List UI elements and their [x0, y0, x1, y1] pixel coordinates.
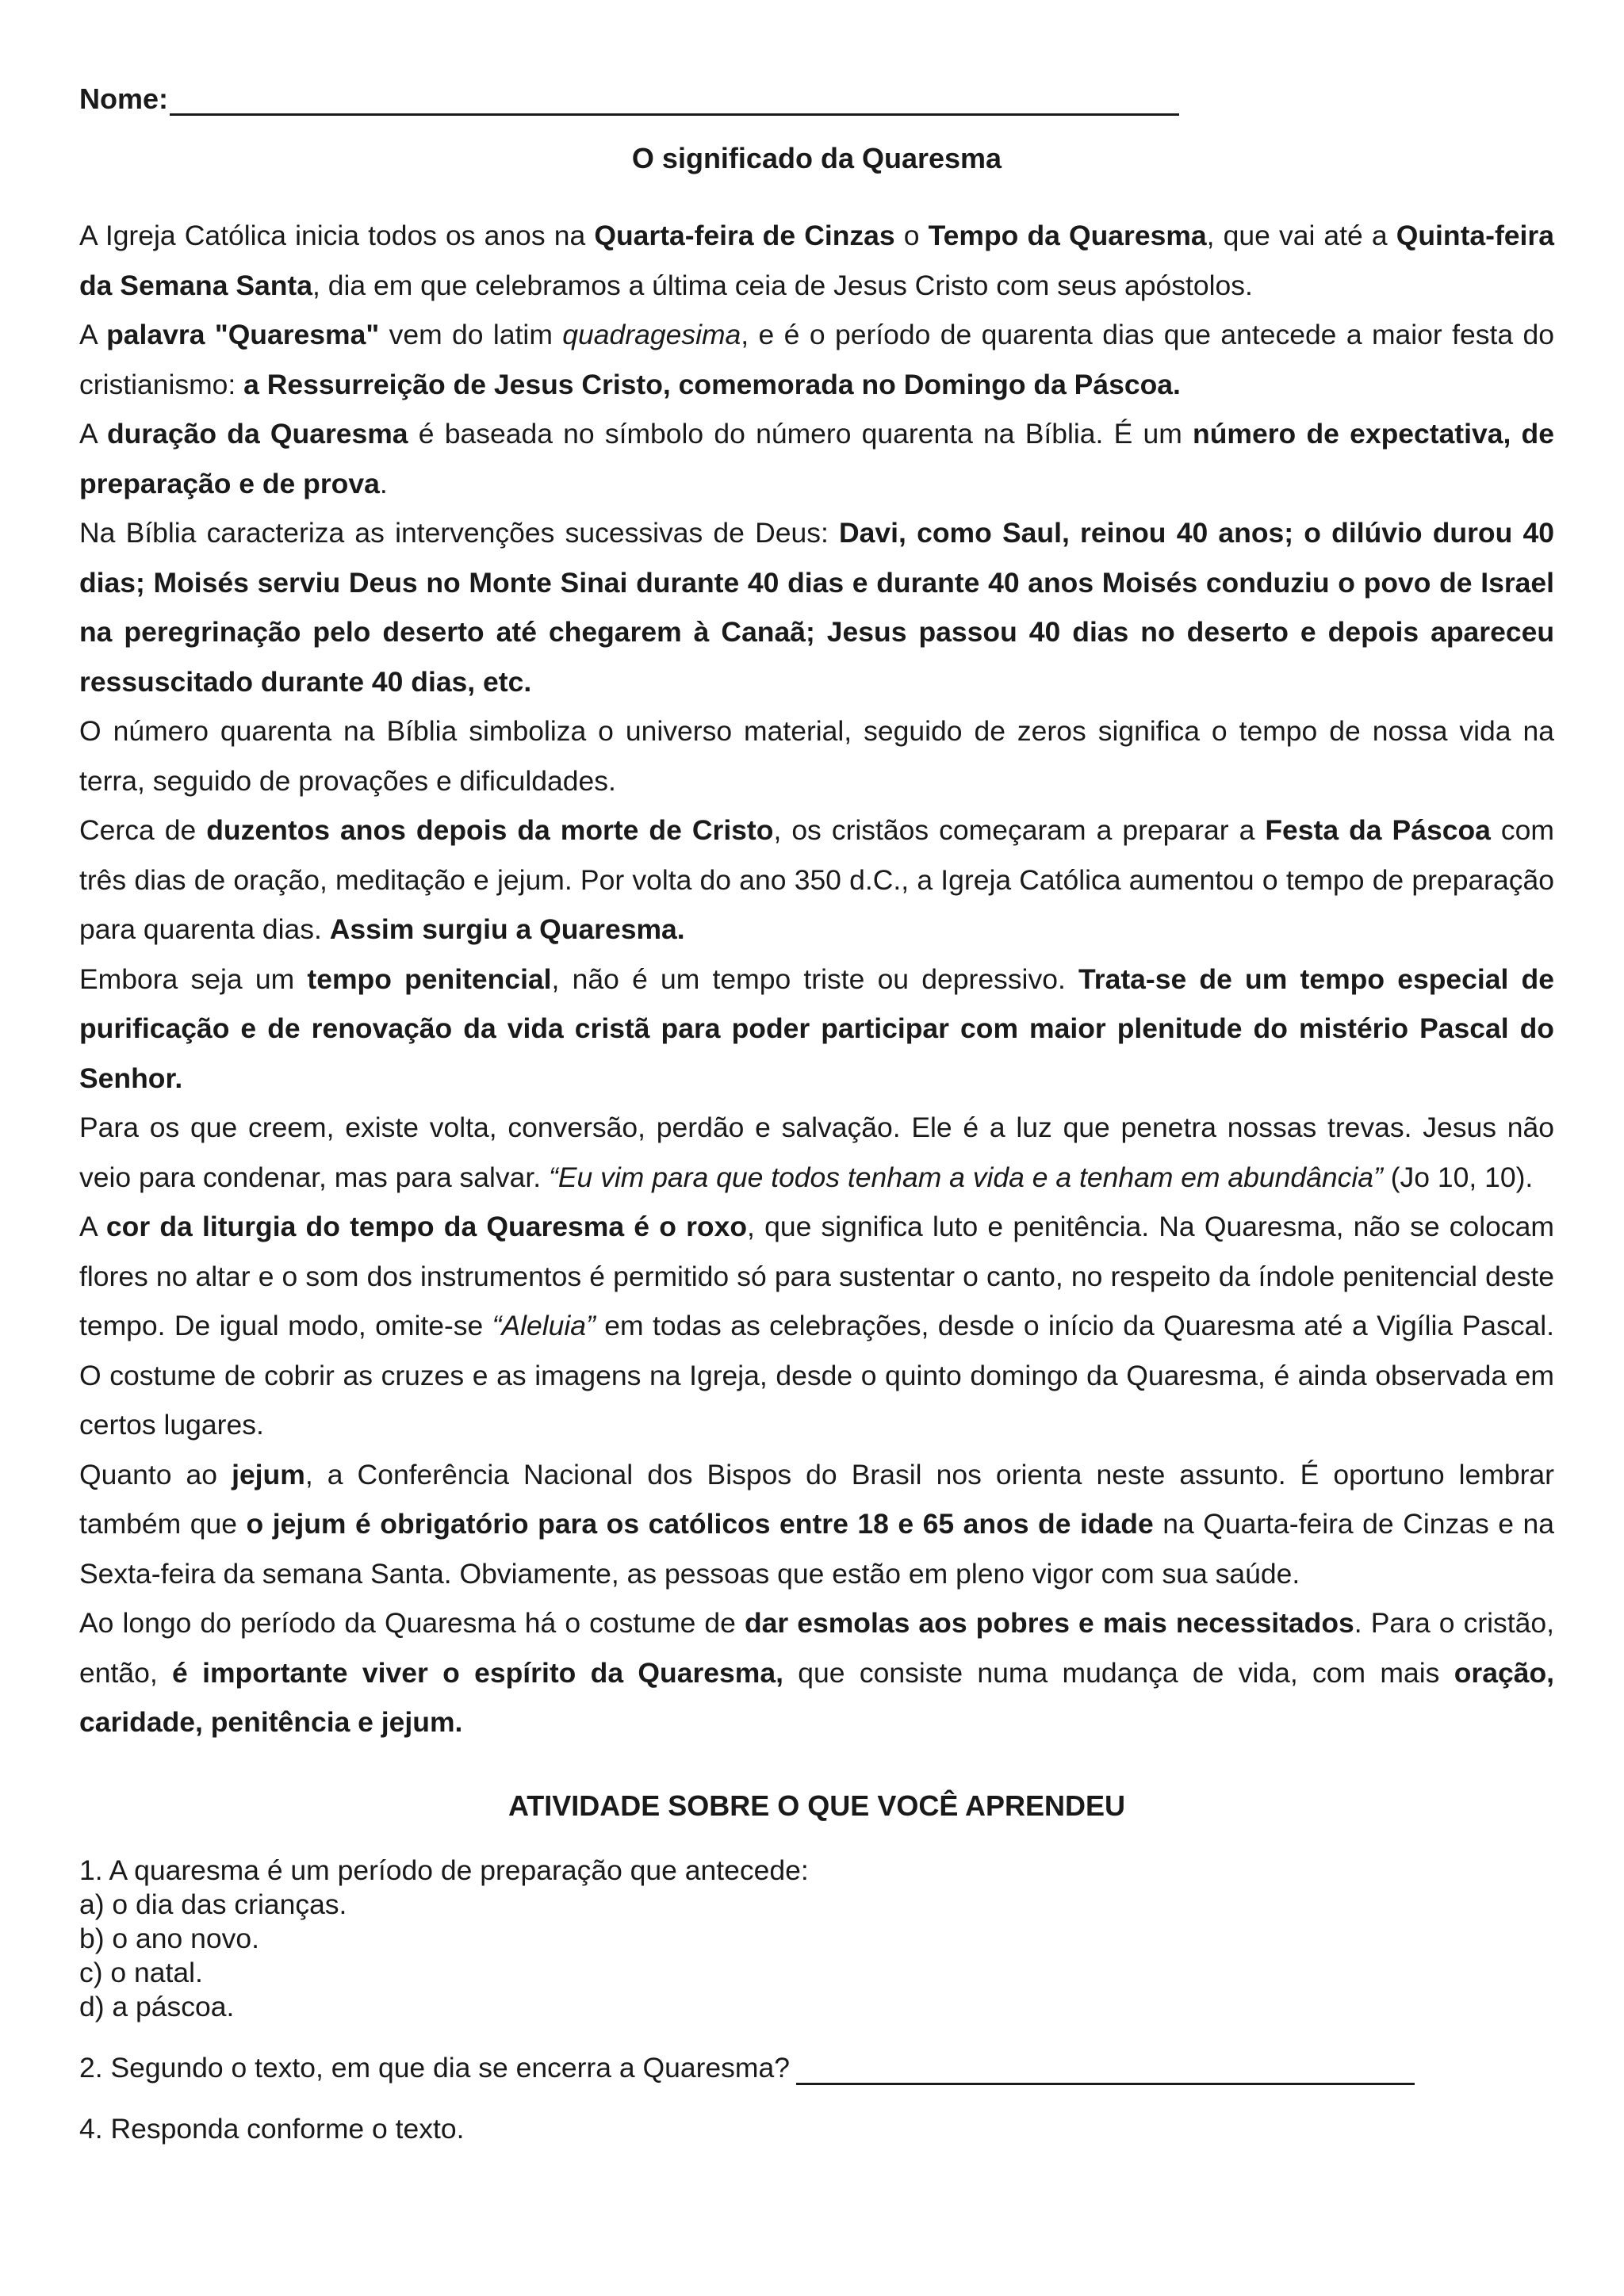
paragraph-6: Cerca de duzentos anos depois da morte de Cristo, os cristãos começaram a preparar a Festa da Páscoa com três dias de oração, meditação e jejum. Por volta do ano 350 d.C., a Igreja Católica aumentou o tempo de preparação para quarenta dias. Assim surgiu a Quaresma. — [79, 814, 1554, 945]
question-1 — [79, 1854, 1554, 2024]
paragraph-1: A Igreja Católica inicia todos os anos na Quarta-feira de Cinzas o Tempo da Quaresma, que vai até a Quinta-feira da Semana Santa, dia em que celebramos a última ceia de Jesus Cristo com seus apóstolos. — [79, 220, 1554, 301]
question-1-option-b[interactable]: b) o ano novo. — [79, 1922, 259, 1954]
paragraph-2: A palavra "Quaresma" vem do latim quadragesima, e é o período de quarenta dias que antecede a maior festa do cristianismo: a Ressurreição de Jesus Cristo, comemorada no Domingo da Páscoa. — [79, 319, 1554, 400]
body-text — [79, 211, 1554, 1747]
page-title: O significado da Quaresma — [631, 142, 1002, 174]
question-1-text: 1. A quaresma é um período de preparação que antecede: — [79, 1854, 809, 1886]
question-1-option-c[interactable]: c) o natal. — [79, 1956, 203, 1988]
paragraph-5: O número quarenta na Bíblia simboliza o universo material, seguido de zeros significa o tempo de nossa vida na terra, seguido de provações e dificuldades. — [79, 715, 1554, 797]
question-2-answer-line[interactable] — [796, 2053, 1415, 2085]
question-4-text: 4. Responda conforme o texto. — [79, 2112, 465, 2145]
paragraph-8: Para os que creem, existe volta, conversão, perdão e salvação. Ele é a luz que penetra nossas trevas. Jesus não veio para condenar, mas para salvar. “Eu vim para que todos tenham a vida e a tenham em abundância” (Jo 10, 10). — [79, 1112, 1554, 1193]
activity-title: ATIVIDADE SOBRE O QUE VOCÊ APRENDEU — [508, 1789, 1126, 1822]
question-1-option-a[interactable]: a) o dia das crianças. — [79, 1888, 347, 1920]
question-1-option-d[interactable]: d) a páscoa. — [79, 1990, 235, 2022]
question-2-text: 2. Segundo o texto, em que dia se encerra a Quaresma? — [79, 2051, 790, 2084]
paragraph-3: A duração da Quaresma é baseada no símbolo do número quarenta na Bíblia. É um número de expectativa, de preparação e de prova. — [79, 418, 1554, 499]
question-4 — [79, 2112, 1554, 2146]
name-field — [79, 76, 1554, 116]
paragraph-7: Embora seja um tempo penitencial, não é um tempo triste ou depressivo. Trata-se de um tempo especial de purificação e de renovação da vida cristã para poder participar com maior plenitude do mistério Pascal do Senhor. — [79, 962, 1554, 1094]
name-blank-line[interactable] — [170, 82, 1179, 116]
paragraph-4: Na Bíblia caracteriza as intervenções sucessivas de Deus: Davi, como Saul, reinou 40 anos; o dilúvio durou 40 dias; Moisés serviu Deus no Monte Sinai durante 40 dias e durante 40 anos Moisés conduziu o povo de Israel na peregrinação pelo deserto até chegarem à Canaã; Jesus passou 40 dias no deserto e depois apareceu ressuscitado durante 40 dias, etc. — [79, 517, 1554, 698]
worksheet-page — [79, 76, 1554, 2146]
paragraph-11: Ao longo do período da Quaresma há o costume de dar esmolas aos pobres e mais necessitados. Para o cristão, então, é importante viver o espírito da Quaresma, que consiste numa mudança de vida, com mais oração, caridade, penitência e jejum. — [79, 1607, 1555, 1738]
question-2 — [79, 2051, 1554, 2085]
paragraph-10: Quanto ao jejum, a Conferência Nacional dos Bispos do Brasil nos orienta neste assunto. É oportuno lembrar também que o jejum é obrigatório para os católicos entre 18 e 65 anos de idade na Quarta-feira de Cinzas e na Sexta-feira da semana Santa. Obviamente, as pessoas que estão em pleno vigor com sua saúde. — [79, 1458, 1554, 1590]
name-label: Nome: — [79, 82, 169, 115]
questions-section — [79, 1854, 1554, 2146]
paragraph-9: A cor da liturgia do tempo da Quaresma é o roxo, que significa luto e penitência. Na Quaresma, não se colocam flores no altar e o som dos instrumentos é permitido só para sustentar o canto, no respeito da índole penitencial deste tempo. De igual modo, omite-se “Aleluia” em todas as celebrações, desde o início da Quaresma até a Vigília Pascal. O costume de cobrir as cruzes e as imagens na Igreja, desde o quinto domingo da Quaresma, é ainda observada em certos lugares. — [79, 1211, 1554, 1441]
